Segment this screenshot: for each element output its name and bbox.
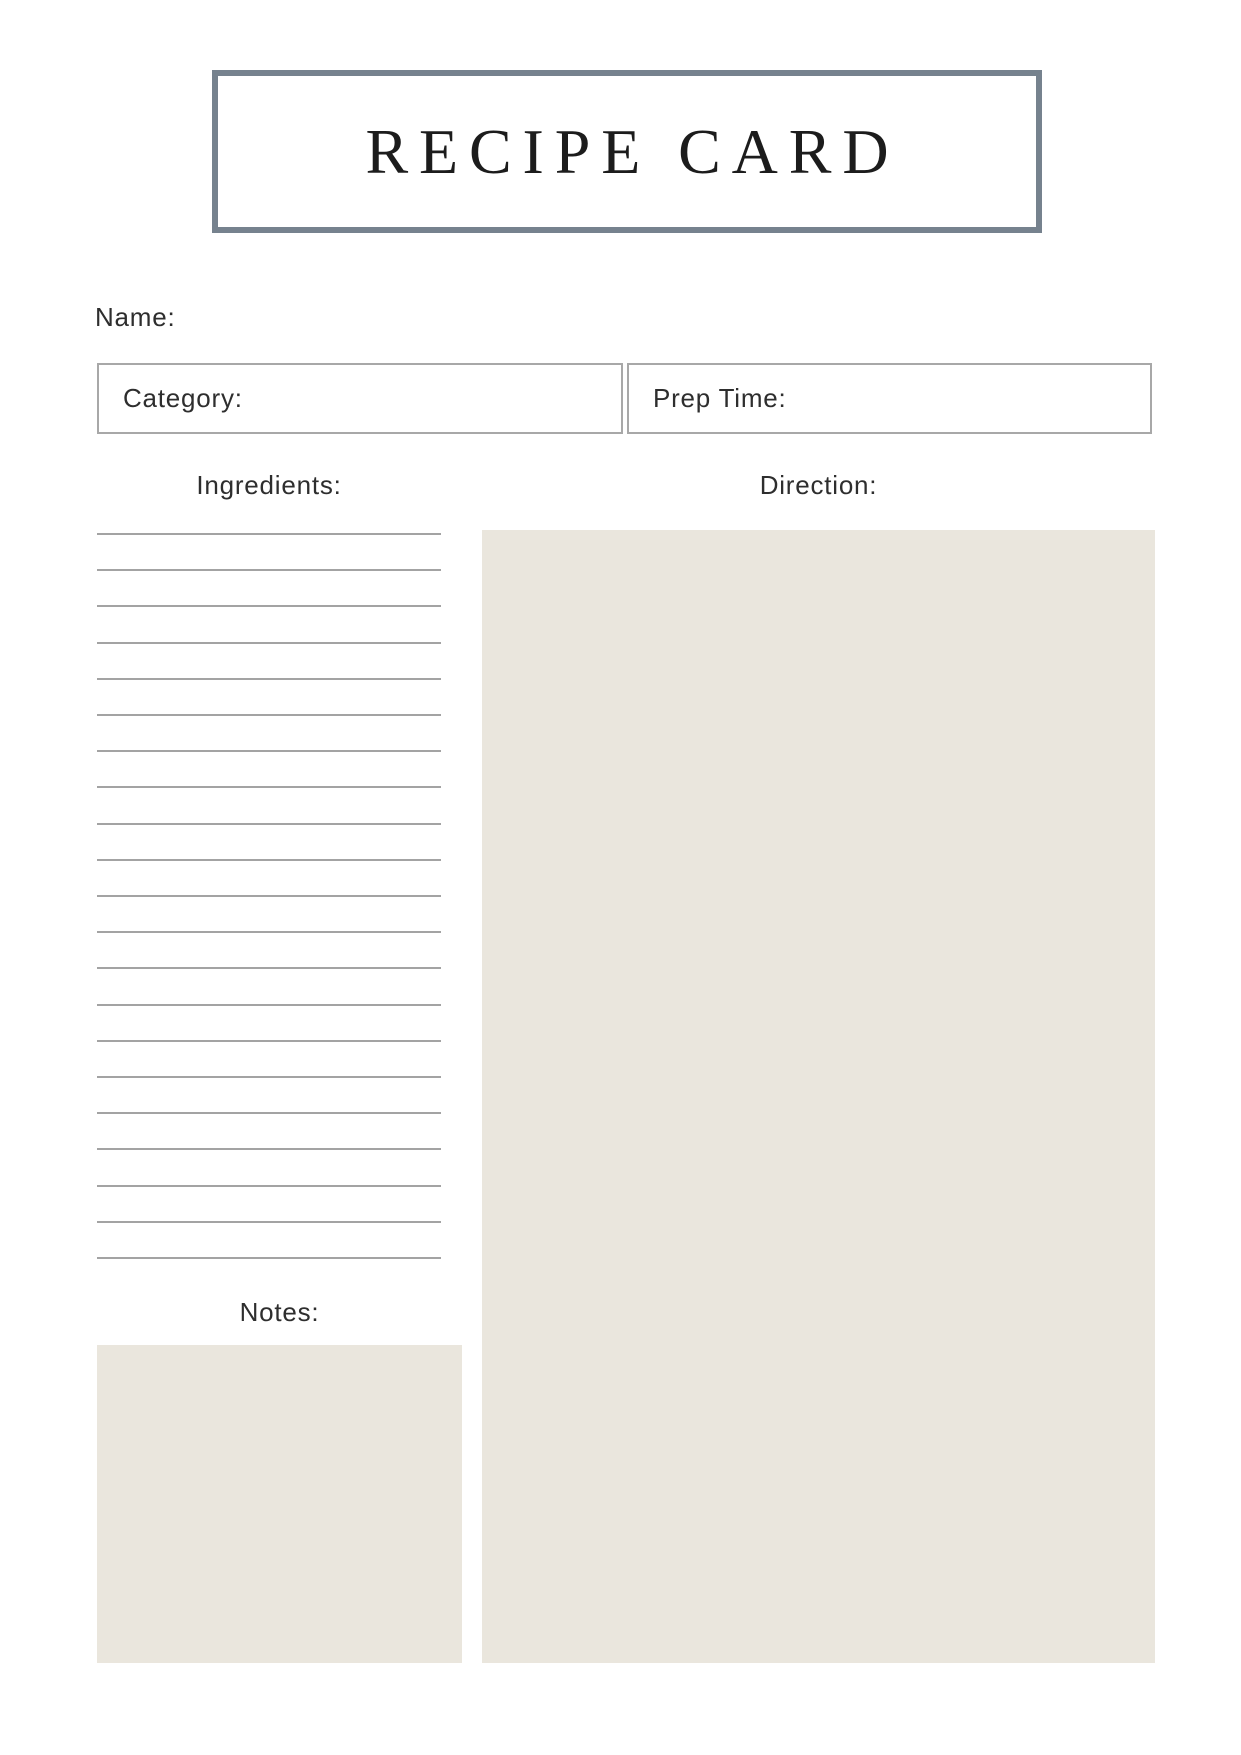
category-label: Category: <box>123 383 243 413</box>
direction-panel[interactable] <box>482 530 1155 1663</box>
notes-label: Notes: <box>239 1297 320 1327</box>
ingredient-line[interactable] <box>97 569 441 571</box>
ingredient-line[interactable] <box>97 750 441 752</box>
page-title: RECIPE CARD <box>365 115 900 187</box>
ingredient-line[interactable] <box>97 642 441 644</box>
ingredient-line[interactable] <box>97 533 441 535</box>
direction-label: Direction: <box>759 470 878 500</box>
ingredient-line[interactable] <box>97 1076 441 1078</box>
name-label: Name: <box>95 302 176 332</box>
category-field[interactable] <box>97 363 623 434</box>
ingredient-line[interactable] <box>97 1004 441 1006</box>
ingredient-line[interactable] <box>97 1148 441 1150</box>
ingredient-line[interactable] <box>97 823 441 825</box>
prep-time-field[interactable] <box>627 363 1152 434</box>
title-box <box>212 70 1042 233</box>
ingredient-line[interactable] <box>97 1040 441 1042</box>
ingredient-line[interactable] <box>97 1185 441 1187</box>
ingredients-label: Ingredients: <box>196 470 342 500</box>
notes-panel[interactable] <box>97 1345 462 1663</box>
ingredient-line[interactable] <box>97 859 441 861</box>
ingredient-line[interactable] <box>97 895 441 897</box>
ingredient-line[interactable] <box>97 967 441 969</box>
ingredients-lines-area[interactable] <box>97 533 441 1261</box>
ingredient-line[interactable] <box>97 678 441 680</box>
ingredient-line[interactable] <box>97 1112 441 1114</box>
prep-time-label: Prep Time: <box>653 383 787 413</box>
ingredient-line[interactable] <box>97 786 441 788</box>
ingredient-line[interactable] <box>97 1257 441 1259</box>
ingredient-line[interactable] <box>97 931 441 933</box>
field-row <box>97 363 1152 434</box>
ingredient-line[interactable] <box>97 714 441 716</box>
ingredient-line[interactable] <box>97 605 441 607</box>
ingredient-line[interactable] <box>97 1221 441 1223</box>
